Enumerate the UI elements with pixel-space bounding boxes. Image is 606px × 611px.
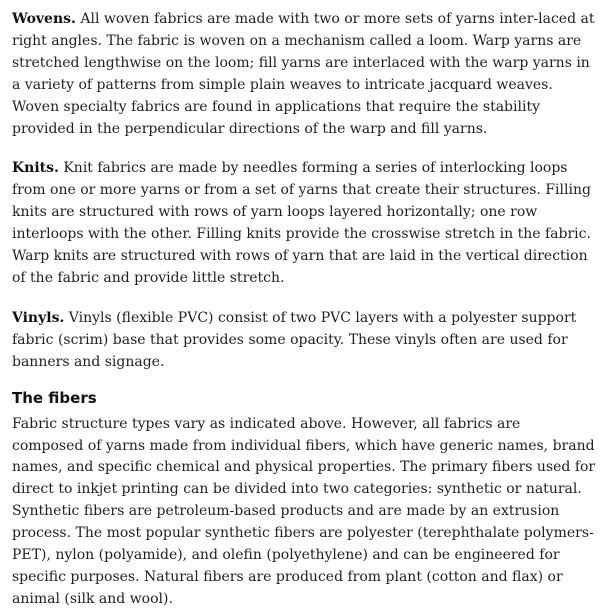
article-body [12,9,596,611]
vinyls-text: Vinyls (flexible PVC) consist of two PVC layers with a polyester support fabric (scrim) base that provides some opacity. These vinyls often are used for banners and signage. [12,309,577,370]
fibers-heading: The fibers [12,388,97,407]
wovens-text: All woven fabrics are made with two or more sets of yarns inter-laced at right angles. The fabric is woven on a mechanism called a loom. Warp yarns are stretched lengthwise on the loom; fill yarns are interlaced with the warp yarns in a variety of patterns from simple plain weaves to intricate jacquard weaves. Woven specialty fabrics are found in applications that require the stability provided in the perpendicular directions of the warp and fill yarns. [12,11,595,137]
vinyls-lead: Vinyls. [12,309,65,326]
knits-text: Knit fabrics are made by needles forming a series of interlocking loops from one or more yarns or from a set of yarns that create their structures. Filling knits are structured with rows of yarn loops layered horizontally; one row interloops with the other. Filling knits provide the crosswise stretch in the fabric. Warp knits are structured with rows of yarn that are laid in the vertical direction of the fabric and provide little stretch. [12,160,591,286]
vinyls-paragraph [12,308,596,374]
knits-lead: Knits. [12,160,59,177]
fibers-paragraph: Fabric structure types vary as indicated above. However, all fabrics are composed of yarns made from individual fibers, which have generic names, brand names, and specific chemical and physical properties. The primary fibers used for direct to inkjet printing can be divided into two categories: synthetic or natural. Synthetic fibers are petroleum-based products and are made by an extrusion process. The most popular synthetic fibers are polyester (terephthalate polymers-PET), nylon (polyamide), and olefin (polyethylene) and can be engineered for specific purposes. Natural fibers are produced from plant (cotton and flax) or animal (silk and wool). [12,415,596,607]
knits-paragraph [12,158,596,289]
wovens-lead: Wovens. [12,11,76,27]
wovens-paragraph [12,9,596,140]
